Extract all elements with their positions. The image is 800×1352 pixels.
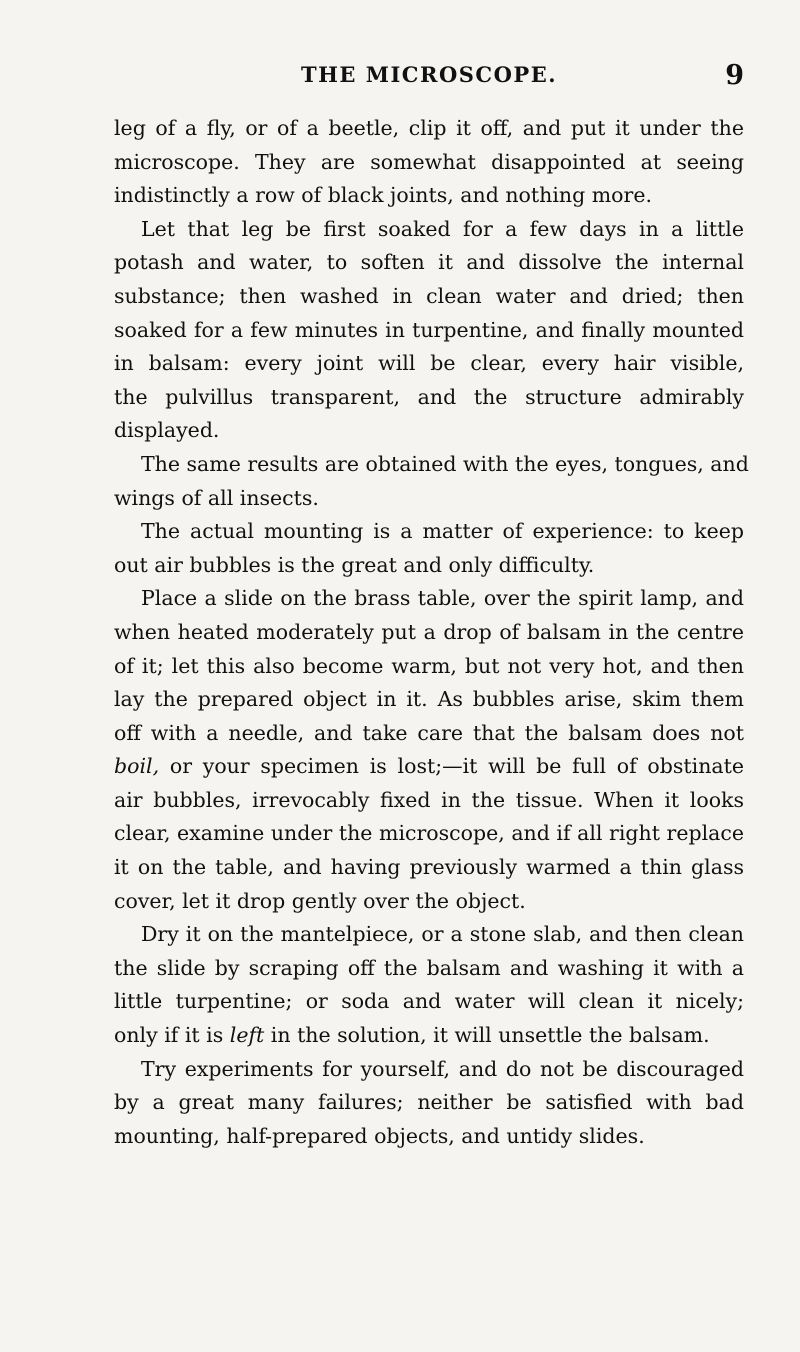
text-line-29: Try experiments for yourself, and do not be discouraged — [141, 1056, 744, 1081]
text-line-27: little turpentine; or soda and water will clean it nicely; — [114, 989, 744, 1014]
text-line-18: lay the prepared object in it. As bubbles arise, skim them — [114, 687, 744, 712]
text-line-7: soaked for a few minutes in turpentine, and finally mounted — [114, 317, 744, 342]
page-number: 9 — [725, 60, 744, 91]
text-line-13: The actual mounting is a matter of experience: to keep — [141, 519, 744, 544]
text-line-5: potash and water, to soften it and dissolve the internal — [114, 250, 744, 275]
text-line-16: when heated moderately put a drop of balsam in the centre — [114, 619, 744, 644]
text-line-19: off with a needle, and take care that the balsam does not — [114, 720, 744, 745]
text-line-15: Place a slide on the brass table, over the spirit lamp, and — [141, 586, 744, 611]
text-line-20 — [114, 750, 744, 784]
page-header — [114, 60, 744, 94]
text-line-28-post: in the solution, it will unsettle the balsam. — [264, 1023, 710, 1048]
text-line-20-post: or your specimen is lost;—it will be full of obstinate — [159, 754, 744, 779]
text-line-9: the pulvillus transparent, and the structure admirably — [114, 384, 744, 409]
text-line-17: of it; let this also become warm, but not very hot, and then — [114, 653, 744, 678]
italic-boil: boil, — [114, 754, 160, 779]
italic-left: left — [229, 1023, 265, 1048]
text-line-8: in balsam: every joint will be clear, every hair visible, — [114, 351, 744, 376]
running-title: THE MICROSCOPE. — [300, 62, 558, 87]
text-line-31: mounting, half-prepared objects, and untidy slides. — [114, 1123, 645, 1148]
text-line-14: out air bubbles is the great and only difficulty. — [114, 552, 595, 577]
text-line-30: by a great many failures; neither be satisfied with bad — [114, 1090, 744, 1115]
text-line-22: clear, examine under the microscope, and if all right replace — [114, 821, 744, 846]
text-line-11: The same results are obtained with the eyes, tongues, and — [141, 451, 749, 476]
body-text — [114, 112, 749, 1153]
text-line-10: displayed. — [114, 418, 220, 443]
text-line-24: cover, let it drop gently over the object. — [114, 888, 526, 913]
text-line-6: substance; then washed in clean water and dried; then — [114, 283, 744, 308]
text-line-3: indistinctly a row of black joints, and nothing more. — [114, 183, 652, 208]
text-line-2: microscope. They are somewhat disappointed at seeing — [114, 149, 744, 174]
text-line-23: it on the table, and having previously warmed a thin glass — [114, 855, 744, 880]
text-line-28-pre: only if it is — [114, 1023, 230, 1048]
text-line-25: Dry it on the mantelpiece, or a stone slab, and then clean — [141, 922, 744, 947]
text-line-21: air bubbles, irrevocably fixed in the tissue. When it looks — [114, 787, 744, 812]
text-line-1: leg of a fly, or of a beetle, clip it off, and put it under the — [114, 116, 744, 140]
text-line-28 — [114, 1019, 744, 1053]
text-line-4: Let that leg be first soaked for a few days in a little — [141, 216, 744, 241]
text-line-26: the slide by scraping off the balsam and washing it with a — [114, 955, 744, 980]
text-line-12: wings of all insects. — [114, 485, 319, 510]
